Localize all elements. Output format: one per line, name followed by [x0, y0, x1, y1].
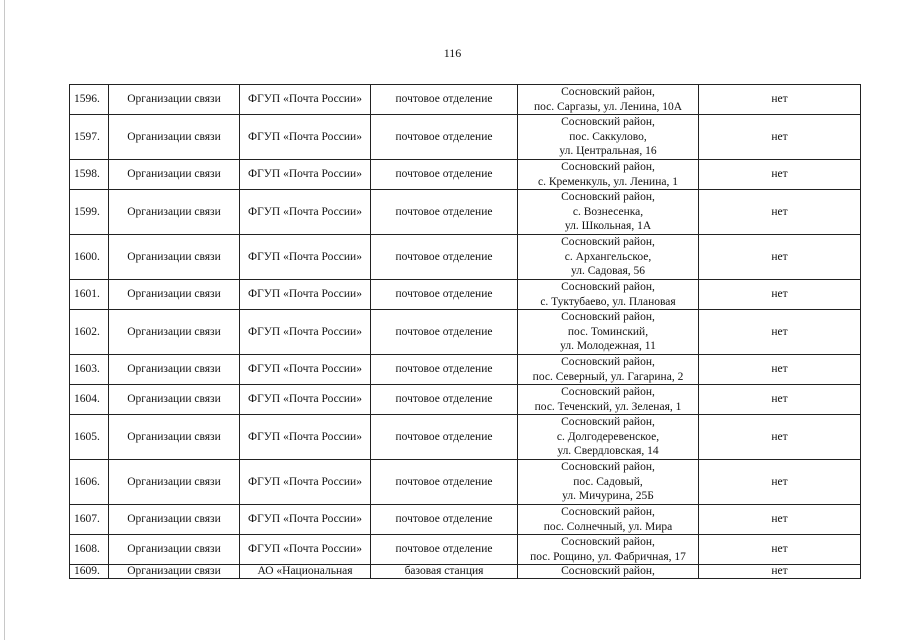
address-cell [518, 565, 699, 579]
table-row [70, 280, 861, 310]
value-cell: нет [699, 415, 861, 460]
value-cell: нет [699, 355, 861, 385]
organization-cell: ФГУП «Почта России» [240, 85, 371, 115]
category-cell: Организации связи [109, 235, 240, 280]
table-row [70, 415, 861, 460]
address-line: с. Кременкуль, ул. Ленина, 1 [538, 175, 678, 188]
row-number: 1597. [70, 115, 109, 160]
table-row [70, 160, 861, 190]
table-row [70, 190, 861, 235]
row-number: 1601. [70, 280, 109, 310]
address-cell [518, 355, 699, 385]
organization-cell: ФГУП «Почта России» [240, 160, 371, 190]
value-cell: нет [699, 310, 861, 355]
address-line: ул. Свердловская, 14 [557, 445, 659, 458]
organization-cell: ФГУП «Почта России» [240, 535, 371, 565]
table-row [70, 505, 861, 535]
value-cell: нет [699, 85, 861, 115]
object-type-cell: почтовое отделение [371, 460, 518, 505]
value-cell: нет [699, 280, 861, 310]
row-number: 1598. [70, 160, 109, 190]
organization-cell: ФГУП «Почта России» [240, 115, 371, 160]
address-cell [518, 190, 699, 235]
object-type-cell: почтовое отделение [371, 505, 518, 535]
address-cell [518, 460, 699, 505]
address-line: пос. Саргазы, ул. Ленина, 10А [533, 100, 683, 113]
row-number: 1599. [70, 190, 109, 235]
category-cell: Организации связи [109, 190, 240, 235]
address-line: Сосновский район, [561, 461, 655, 474]
object-type-cell: почтовое отделение [371, 310, 518, 355]
table-row [70, 460, 861, 505]
address-cell [518, 280, 699, 310]
organization-cell: ФГУП «Почта России» [240, 385, 371, 415]
address-line: ул. Центральная, 16 [559, 145, 657, 158]
object-type-cell: почтовое отделение [371, 85, 518, 115]
address-cell [518, 85, 699, 115]
address-line: Сосновский район, [561, 386, 655, 398]
table-row [70, 85, 861, 115]
object-type-cell: почтовое отделение [371, 190, 518, 235]
address-line: Сосновский район, [561, 86, 655, 98]
address-cell [518, 505, 699, 535]
category-cell: Организации связи [109, 280, 240, 310]
address-cell [518, 385, 699, 415]
address-line: ул. Молодежная, 11 [560, 340, 656, 353]
category-cell: Организации связи [109, 160, 240, 190]
address-line: с. Архангельское, [564, 250, 652, 263]
value-cell: нет [699, 505, 861, 535]
address-line: Сосновский район, [561, 356, 655, 368]
row-number: 1604. [70, 385, 109, 415]
object-type-cell: базовая станция [371, 565, 518, 579]
table-row [70, 355, 861, 385]
organization-cell: ФГУП «Почта России» [240, 355, 371, 385]
address-line: Сосновский район, [561, 565, 655, 577]
value-cell: нет [699, 160, 861, 190]
value-cell: нет [699, 460, 861, 505]
address-line: Сосновский район, [561, 236, 655, 249]
address-line: пос. Северный, ул. Гагарина, 2 [532, 370, 684, 383]
table-row [70, 565, 861, 579]
object-type-cell: почтовое отделение [371, 280, 518, 310]
organization-cell: ФГУП «Почта России» [240, 190, 371, 235]
address-line: Сосновский район, [561, 506, 655, 518]
table-row [70, 535, 861, 565]
address-line: пос. Саккулово, [569, 130, 647, 143]
object-type-cell: почтовое отделение [371, 415, 518, 460]
value-cell: нет [699, 190, 861, 235]
address-line: ул. Мичурина, 25Б [562, 490, 654, 503]
address-line: Сосновский район, [561, 116, 655, 129]
row-number: 1605. [70, 415, 109, 460]
organization-cell: ФГУП «Почта России» [240, 235, 371, 280]
address-line: Сосновский район, [561, 416, 655, 429]
address-cell [518, 160, 699, 190]
organization-cell: ФГУП «Почта России» [240, 310, 371, 355]
organization-cell: ФГУП «Почта России» [240, 460, 371, 505]
object-type-cell: почтовое отделение [371, 235, 518, 280]
object-type-cell: почтовое отделение [371, 355, 518, 385]
object-type-cell: почтовое отделение [371, 115, 518, 160]
address-line: Сосновский район, [561, 281, 655, 293]
object-type-cell: почтовое отделение [371, 535, 518, 565]
address-line: с. Туктубаево, ул. Плановая [540, 295, 676, 308]
address-line: ул. Садовая, 56 [570, 265, 646, 278]
row-number: 1596. [70, 85, 109, 115]
category-cell: Организации связи [109, 85, 240, 115]
address-line: с. Долгодеревенское, [556, 430, 660, 443]
object-type-cell: почтовое отделение [371, 385, 518, 415]
row-number: 1603. [70, 355, 109, 385]
table-row [70, 115, 861, 160]
table-row [70, 235, 861, 280]
address-line: пос. Солнечный, ул. Мира [543, 520, 673, 533]
address-line: с. Вознесенка, [572, 205, 644, 218]
address-line: пос. Теченский, ул. Зеленая, 1 [534, 400, 682, 413]
category-cell: Организации связи [109, 310, 240, 355]
address-line: Сосновский район, [561, 536, 655, 548]
row-number: 1600. [70, 235, 109, 280]
table-row [70, 385, 861, 415]
category-cell: Организации связи [109, 565, 240, 579]
category-cell: Организации связи [109, 415, 240, 460]
organization-cell: ФГУП «Почта России» [240, 505, 371, 535]
page-edge-line [4, 0, 5, 640]
address-line: пос. Томинский, [567, 325, 649, 338]
category-cell: Организации связи [109, 115, 240, 160]
table-row [70, 310, 861, 355]
address-cell [518, 415, 699, 460]
category-cell: Организации связи [109, 535, 240, 565]
row-number: 1606. [70, 460, 109, 505]
registry-table [69, 84, 861, 579]
value-cell: нет [699, 115, 861, 160]
value-cell: нет [699, 235, 861, 280]
organization-cell: АО «Национальная [240, 565, 371, 579]
address-line: пос. Рощино, ул. Фабричная, 17 [530, 550, 686, 563]
organization-cell: ФГУП «Почта России» [240, 280, 371, 310]
value-cell: нет [699, 385, 861, 415]
value-cell: нет [699, 535, 861, 565]
category-cell: Организации связи [109, 505, 240, 535]
address-cell [518, 115, 699, 160]
address-line: Сосновский район, [561, 191, 655, 204]
address-cell [518, 535, 699, 565]
category-cell: Организации связи [109, 460, 240, 505]
address-line: Сосновский район, [561, 311, 655, 324]
page-number: 116 [443, 46, 462, 60]
value-cell: нет [699, 565, 861, 579]
object-type-cell: почтовое отделение [371, 160, 518, 190]
address-cell [518, 235, 699, 280]
category-cell: Организации связи [109, 355, 240, 385]
address-line: ул. Школьная, 1А [564, 220, 652, 233]
organization-cell: ФГУП «Почта России» [240, 415, 371, 460]
address-line: пос. Садовый, [573, 475, 643, 488]
category-cell: Организации связи [109, 385, 240, 415]
row-number: 1609. [70, 565, 109, 579]
address-cell [518, 310, 699, 355]
row-number: 1602. [70, 310, 109, 355]
table-body [70, 85, 861, 579]
row-number: 1607. [70, 505, 109, 535]
address-line: Сосновский район, [561, 161, 655, 173]
row-number: 1608. [70, 535, 109, 565]
